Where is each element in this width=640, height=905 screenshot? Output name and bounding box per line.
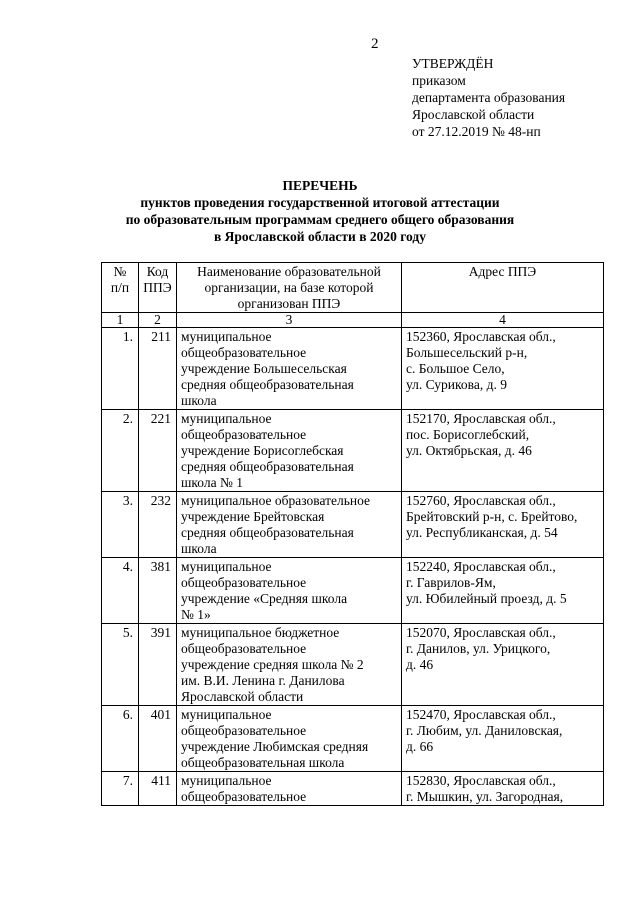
approval-line: от 27.12.2019 № 48-нп	[412, 124, 541, 139]
organization-name	[177, 706, 402, 772]
organization-name-line: школа	[181, 541, 217, 556]
ppe-code: 211	[139, 328, 177, 410]
column-number: 1	[102, 313, 139, 328]
organization-name-line: муниципальное	[181, 559, 272, 574]
row-number: 7.	[102, 772, 139, 806]
title-line: пунктов проведения государственной итоговой аттестации	[140, 195, 500, 210]
ppe-address-line: 152070, Ярославская обл.,	[406, 625, 556, 640]
ppe-address-line: д. 46	[406, 657, 434, 672]
ppe-address-line: ул. Республиканская, д. 54	[406, 525, 558, 540]
document-title	[60, 177, 580, 245]
organization-name-line: муниципальное	[181, 707, 272, 722]
ppe-address-line: 152470, Ярославская обл.,	[406, 707, 556, 722]
organization-name-line: муниципальное	[181, 411, 272, 426]
organization-name-line: общеобразовательное	[181, 789, 307, 804]
table-row	[102, 410, 604, 492]
row-number: 6.	[102, 706, 139, 772]
table-header-row	[102, 263, 604, 313]
ppe-address-line: ул. Сурикова, д. 9	[406, 377, 507, 392]
organization-name-line: учреждение Большесельская	[181, 361, 347, 376]
title-line: ПЕРЕЧЕНЬ	[282, 178, 358, 193]
ppe-address	[402, 328, 604, 410]
title-line: по образовательным программам среднего общего образования	[125, 212, 515, 227]
ppe-address-line: 152760, Ярославская обл.,	[406, 493, 556, 508]
page-number: 2	[371, 36, 379, 52]
ppe-code: 381	[139, 558, 177, 624]
organization-name-line: учреждение Любимская средняя	[181, 739, 369, 754]
organization-name-line: № 1»	[181, 607, 211, 622]
organization-name-line: Ярославской области	[181, 689, 304, 704]
ppe-code: 401	[139, 706, 177, 772]
organization-name	[177, 492, 402, 558]
approval-line: департамента образования	[412, 90, 566, 105]
column-number: 2	[139, 313, 177, 328]
ppe-address	[402, 772, 604, 806]
ppe-address-line: 152830, Ярославская обл.,	[406, 773, 556, 788]
ppe-address-line: Большесельский р-н,	[406, 345, 528, 360]
ppe-address-line: д. 66	[406, 739, 434, 754]
ppe-code: 232	[139, 492, 177, 558]
organization-name-line: муниципальное бюджетное	[181, 625, 340, 640]
organization-name	[177, 558, 402, 624]
organization-name-line: школа	[181, 393, 217, 408]
ppe-address-line: пос. Борисоглебский,	[406, 427, 530, 442]
ppe-address-line: ул. Юбилейный проезд, д. 5	[406, 591, 567, 606]
approval-line: УТВЕРЖДЁН	[412, 56, 494, 71]
ppe-address-line: ул. Октябрьская, д. 46	[406, 443, 532, 458]
row-number: 2.	[102, 410, 139, 492]
ppe-address-line: 152360, Ярославская обл.,	[406, 329, 556, 344]
row-number: 1.	[102, 328, 139, 410]
approval-line: Ярославской области	[412, 107, 535, 122]
organization-name-line: муниципальное	[181, 773, 272, 788]
organization-name-line: муниципальное образовательное	[181, 493, 371, 508]
organization-name-line: учреждение «Средняя школа	[181, 591, 348, 606]
column-numbers-row	[102, 313, 604, 328]
organization-name-line: средняя общеобразовательная	[181, 525, 354, 540]
organization-name-line: учреждение Борисоглебская	[181, 443, 344, 458]
ppe-code: 411	[139, 772, 177, 806]
header-address: Адрес ППЭ	[402, 263, 604, 313]
ppe-address-line: 152240, Ярославская обл.,	[406, 559, 556, 574]
row-number: 3.	[102, 492, 139, 558]
approval-line: приказом	[412, 73, 466, 88]
approval-stamp	[412, 55, 565, 140]
column-number: 3	[177, 313, 402, 328]
organization-name-line: общеобразовательное	[181, 345, 307, 360]
organization-name	[177, 328, 402, 410]
organization-name-line: учреждение средняя школа № 2	[181, 657, 364, 672]
table-row	[102, 772, 604, 806]
table-row	[102, 328, 604, 410]
table-body	[102, 328, 604, 806]
organization-name-line: им. В.И. Ленина г. Данилова	[181, 673, 345, 688]
ppe-address-line: г. Любим, ул. Даниловская,	[406, 723, 563, 738]
organization-name-line: общеобразовательное	[181, 723, 307, 738]
header-num: № п/п	[102, 263, 139, 313]
table-row	[102, 492, 604, 558]
organization-name-line: школа № 1	[181, 475, 243, 490]
ppe-address	[402, 706, 604, 772]
header-code: Код ППЭ	[139, 263, 177, 313]
row-number: 5.	[102, 624, 139, 706]
ppe-table	[101, 262, 604, 806]
organization-name	[177, 624, 402, 706]
organization-name-line: общеобразовательное	[181, 575, 307, 590]
ppe-address-line: г. Данилов, ул. Урицкого,	[406, 641, 551, 656]
ppe-code: 391	[139, 624, 177, 706]
organization-name-line: средняя общеобразовательная	[181, 377, 354, 392]
ppe-address	[402, 410, 604, 492]
table-row	[102, 624, 604, 706]
ppe-code: 221	[139, 410, 177, 492]
organization-name-line: средняя общеобразовательная	[181, 459, 354, 474]
organization-name-line: общеобразовательное	[181, 427, 307, 442]
organization-name-line: учреждение Брейтовская	[181, 509, 325, 524]
ppe-address-line: 152170, Ярославская обл.,	[406, 411, 556, 426]
column-number: 4	[402, 313, 604, 328]
header-name: Наименование образовательной организации, на базе которой организован ППЭ	[177, 263, 402, 313]
row-number: 4.	[102, 558, 139, 624]
organization-name	[177, 410, 402, 492]
ppe-address	[402, 624, 604, 706]
ppe-address-line: с. Большое Село,	[406, 361, 505, 376]
organization-name	[177, 772, 402, 806]
organization-name-line: муниципальное	[181, 329, 272, 344]
organization-name-line: общеобразовательное	[181, 641, 307, 656]
ppe-address	[402, 492, 604, 558]
table-row	[102, 706, 604, 772]
ppe-address-line: г. Мышкин, ул. Загородная,	[406, 789, 564, 804]
ppe-address	[402, 558, 604, 624]
title-line: в Ярославской области в 2020 году	[214, 229, 426, 244]
organization-name-line: общеобразовательная школа	[181, 755, 345, 770]
ppe-address-line: Брейтовский р-н, с. Брейтово,	[406, 509, 578, 524]
table-row	[102, 558, 604, 624]
ppe-address-line: г. Гаврилов-Ям,	[406, 575, 496, 590]
